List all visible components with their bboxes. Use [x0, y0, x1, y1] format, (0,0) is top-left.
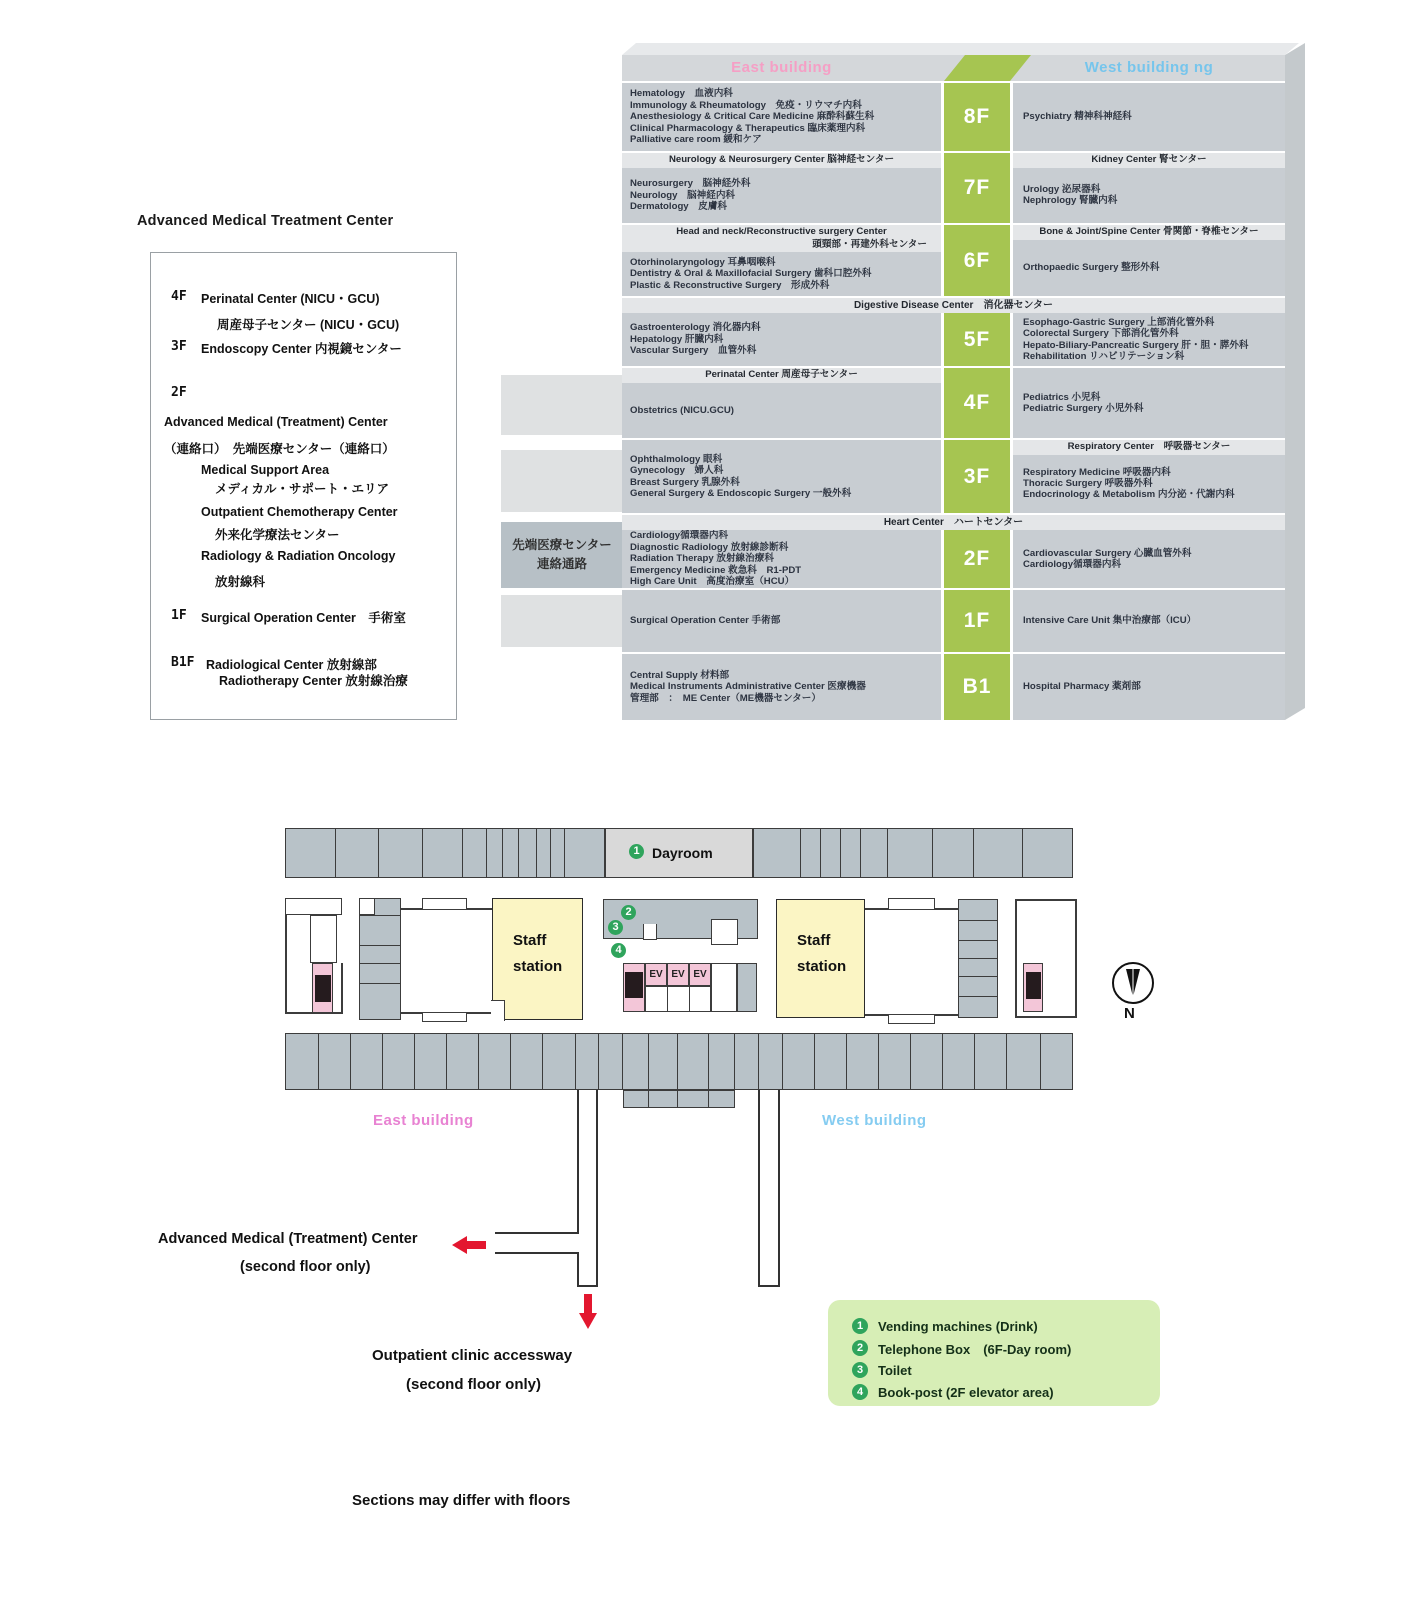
plan-divider [959, 958, 997, 959]
plan-divider [860, 829, 861, 877]
floor-row-3F [622, 440, 1285, 513]
east-departments [622, 530, 941, 588]
left-panel-entry: Medical Support Area [201, 463, 330, 477]
plan-divider [318, 1034, 319, 1089]
plan-center-protrusion [623, 1090, 735, 1108]
department-entry: Obstetrics (NICU.GCU) [630, 404, 734, 416]
floor-label: 5F [944, 313, 1010, 366]
sub-header-line: Kidney Center 腎センター [1091, 154, 1207, 165]
department-entry: 管理部 ： ME Center（ME機器センター） [630, 692, 821, 704]
floor-label: 2F [944, 530, 1010, 588]
department-entry: Radiation Therapy 放射線治療科 [630, 553, 774, 565]
table-3d-top-face [622, 43, 1299, 55]
ev-elevator-cell: EV [689, 963, 711, 986]
department-entry: Cardiology循環器内科 [1023, 559, 1122, 570]
department-entry: Gynecology 婦人科 [630, 465, 724, 477]
plan-divider [360, 983, 400, 984]
department-entry: High Care Unit 高度治療室（HCU） [630, 576, 795, 588]
plan-divider [422, 829, 423, 877]
department-entry: Psychiatry 精神科神経科 [1023, 111, 1132, 123]
plan-divider [1006, 1034, 1007, 1089]
left-panel-entry: Perinatal Center (NICU・GCU) [201, 292, 380, 306]
left-panel-entry: メディカル・サポート・エリア [215, 482, 390, 496]
plan-bottom-rooms [285, 1033, 1073, 1090]
west-departments [1013, 313, 1285, 366]
east-departments [622, 590, 941, 652]
plan-west-building-label: West building [822, 1112, 927, 1129]
east-departments [622, 440, 941, 513]
east-cell [622, 654, 941, 720]
sub-header-line: Head and neck/Reconstructive surgery Center [676, 226, 887, 237]
plan-east-building-label: East building [373, 1112, 474, 1129]
left-panel-entry: （連絡口） 先端医療センター（連絡口） [164, 442, 395, 456]
plan-room [645, 986, 711, 1012]
left-panel-entry: 外来化学療法センター [215, 528, 340, 542]
plan-divider [708, 1034, 709, 1089]
plan-divider [820, 829, 821, 877]
building-floor-table [622, 55, 1285, 720]
table-3d-right-face [1285, 43, 1305, 720]
plan-divider [1040, 1034, 1041, 1089]
plan-divider [959, 940, 997, 941]
department-entry: Rehabilitation リハビリテーション科 [1023, 350, 1185, 362]
left-panel-entry: Radiotherapy Center 放射線治療 [219, 674, 408, 688]
department-entry: Otorhinolaryngology 耳鼻咽喉科 [630, 256, 776, 268]
plan-divider [382, 1034, 383, 1089]
department-entry: Urology 泌尿器科 [1023, 183, 1101, 195]
plan-divider [360, 915, 400, 916]
plan-room [285, 898, 342, 915]
ev-elevator-cell: EV [667, 963, 689, 986]
plan-divider [360, 963, 400, 964]
department-entry: Gastroenterology 消化器内科 [630, 322, 761, 334]
plan-wall-notch [422, 1013, 467, 1022]
department-entry: Cardiology循環器内科 [630, 530, 729, 542]
row-span-header: Digestive Disease Center 消化器センター [622, 298, 1285, 313]
sub-header-line: Perinatal Center 周産母子センター [705, 369, 858, 380]
arrow-down-icon [584, 1294, 592, 1314]
department-entry: Surgical Operation Center 手術部 [630, 615, 781, 627]
floor-label: 7F [944, 153, 1010, 223]
plan-divider [598, 1034, 599, 1089]
plan-divider [942, 1034, 943, 1089]
department-entry: Respiratory Medicine 呼吸器内科 [1023, 466, 1171, 478]
department-entry: Neurosurgery 脳神経外科 [630, 178, 751, 190]
legend-item [852, 1340, 1071, 1356]
west-cell [1013, 654, 1285, 720]
department-entry: Hepatology 肝臓内科 [630, 333, 724, 345]
west-sub-header [1013, 225, 1285, 240]
department-entry: Medical Instruments Administrative Center 医療機器 [630, 681, 866, 693]
plan-wall [285, 1012, 343, 1014]
left-panel-title: Advanced Medical Treatment Center [137, 213, 394, 229]
department-entry: Hepato-Biliary-Pancreatic Surgery 肝・胆・膵外科 [1023, 339, 1249, 351]
plan-divider [486, 829, 487, 877]
sub-header-line: Neurology & Neurosurgery Center 脳神経センター [668, 154, 895, 165]
plan-divider [350, 1034, 351, 1089]
amc-access-label-line2: (second floor only) [240, 1259, 371, 1275]
outpatient-access-label-line2: (second floor only) [406, 1376, 541, 1393]
corridor-branch-amc [495, 1232, 579, 1254]
plan-divider [478, 1034, 479, 1089]
department-entry: Dermatology 皮膚科 [630, 200, 728, 212]
plan-divider [974, 1034, 975, 1089]
east-departments [622, 383, 941, 439]
plan-wall [285, 915, 287, 1014]
corridor-box-4f [501, 375, 623, 435]
department-entry: Ophthalmology 眼科 [630, 453, 723, 465]
west-departments [1013, 368, 1285, 438]
legend-item-label: Telephone Box (6F-Day room) [878, 1341, 1072, 1357]
west-cell [1013, 153, 1285, 223]
floor-row-8F [622, 83, 1285, 151]
plan-room [360, 899, 375, 915]
plan-room [310, 915, 337, 963]
west-departments [1013, 530, 1285, 588]
plan-divider [550, 829, 551, 877]
plan-divider [782, 1034, 783, 1089]
plan-marker-2: 2 [621, 905, 636, 920]
legend-item [852, 1318, 1038, 1334]
west-departments [1013, 455, 1285, 514]
floor-index-3F: 3F [171, 339, 187, 354]
plan-divider [689, 986, 690, 1012]
elevator-shaft-icon [1026, 972, 1041, 999]
floor-label: 6F [944, 225, 1010, 296]
plan-divider [378, 829, 379, 877]
department-entry: Cardiovascular Surgery 心臓血管外科 [1023, 547, 1192, 559]
department-entry: Central Supply 材料部 [630, 669, 730, 681]
legend-item [852, 1362, 912, 1378]
left-panel-entry: Endoscopy Center 内視鏡センター [201, 342, 402, 356]
elevator-shaft-icon [315, 975, 331, 1002]
arrow-left-icon [466, 1241, 486, 1249]
plan-wall-notch [888, 1015, 935, 1024]
plan-divider [708, 1091, 709, 1107]
plan-divider [887, 829, 888, 877]
plan-divider [846, 1034, 847, 1089]
floor-label: 8F [944, 83, 1010, 151]
west-departments [1013, 168, 1285, 224]
plan-divider [959, 976, 997, 977]
west-departments [1013, 240, 1285, 297]
east-cell [622, 440, 941, 513]
left-panel-entry: Radiology & Radiation Oncology [201, 549, 396, 563]
east-sub-header [622, 225, 941, 252]
east-cell [622, 153, 941, 223]
legend-item-label: Book-post (2F elevator area) [878, 1384, 1054, 1400]
plan-divider [648, 1034, 649, 1089]
plan-top-rooms-right [753, 828, 1073, 878]
east-sub-header [622, 368, 941, 383]
east-departments [622, 168, 941, 224]
west-cell [1013, 225, 1285, 296]
outpatient-access-label-line1: Outpatient clinic accessway [372, 1347, 573, 1364]
legend-box [828, 1300, 1160, 1406]
department-entry: Endocrinology & Metabolism 内分泌・代謝内科 [1023, 489, 1235, 501]
floor-index-B1F: B1F [171, 655, 195, 670]
floor-label: B1 [944, 654, 1010, 720]
plan-divider [677, 1034, 678, 1089]
plan-divider [536, 829, 537, 877]
department-entry: Dentistry & Oral & Maxillofacial Surgery 歯科口腔外科 [630, 268, 872, 280]
department-entry: Nephrology 腎臓内科 [1023, 195, 1118, 207]
plan-divider [840, 829, 841, 877]
department-entry: Pediatrics 小児科 [1023, 391, 1101, 403]
staff-station-label-east: Staff station [513, 932, 563, 975]
department-entry: Plastic & Reconstructive Surgery 形成外科 [630, 279, 830, 291]
department-entry: Clinical Pharmacology & Therapeutics 臨床薬理内科 [630, 122, 866, 134]
arrow-left-icon [452, 1236, 467, 1254]
west-sub-header [1013, 440, 1285, 455]
plan-divider [910, 1034, 911, 1089]
department-entry: Emergency Medicine 救急科 R1-PDT [630, 564, 802, 576]
plan-divider [800, 829, 801, 877]
left-panel-entry: Advanced Medical (Treatment) Center [164, 415, 388, 429]
floor-row-B1 [622, 654, 1285, 720]
plan-divider [667, 986, 668, 1012]
plan-divider [648, 1091, 649, 1107]
floor-index-1F: 1F [171, 608, 187, 623]
footnote: Sections may differ with floors [352, 1492, 571, 1509]
plan-divider [677, 1091, 678, 1107]
elevator-shaft-icon [625, 972, 643, 998]
plan-wall [341, 963, 343, 1014]
department-entry: Palliative care room 緩和ケア [630, 134, 762, 146]
plan-divider [564, 829, 565, 877]
arrow-down-icon [579, 1313, 597, 1329]
left-panel-box [150, 252, 457, 720]
compass-north-label: N [1124, 1005, 1135, 1022]
department-entry: Thoracic Surgery 呼吸器外科 [1023, 478, 1153, 490]
floor-row-6F [622, 225, 1285, 296]
plan-room [711, 919, 738, 945]
plan-divider [462, 829, 463, 877]
department-entry: Orthopaedic Surgery 整形外科 [1023, 262, 1160, 274]
amc-access-label-line1: Advanced Medical (Treatment) Center [158, 1231, 418, 1247]
corridor-box-1f [501, 595, 623, 647]
east-departments [622, 313, 941, 366]
plan-wall-notch [491, 1000, 505, 1021]
department-entry: General Surgery & Endoscopic Surgery 一般外科 [630, 487, 852, 499]
plan-wall-notch [643, 924, 657, 940]
floor-row-5F [622, 298, 1285, 366]
department-entry: Vascular Surgery 血管外科 [630, 345, 757, 357]
east-sub-header [622, 153, 941, 168]
left-panel-entry: 放射線科 [215, 575, 266, 589]
plan-divider [622, 1034, 623, 1089]
legend-number-icon: 4 [852, 1384, 868, 1400]
west-cell [1013, 440, 1285, 513]
west-departments [1013, 590, 1285, 652]
department-entry: Immunology & Rheumatology 免疫・リウマチ内科 [630, 99, 862, 111]
plan-divider [1022, 829, 1023, 877]
east-cell [622, 368, 941, 438]
east-departments [622, 252, 941, 296]
left-panel-entry: Surgical Operation Center 手術室 [201, 611, 406, 625]
department-entry: Intensive Care Unit 集中治療部（ICU） [1023, 615, 1197, 627]
plan-divider [502, 829, 503, 877]
department-entry: Diagnostic Radiology 放射線診断科 [630, 541, 789, 553]
department-entry: Hospital Pharmacy 薬剤部 [1023, 681, 1141, 693]
left-panel-entry: Radiological Center 放射線部 [206, 658, 377, 672]
legend-item-label: Vending machines (Drink) [878, 1318, 1038, 1334]
plan-top-rooms-left [285, 828, 605, 878]
ev-elevator-cell: EV [645, 963, 667, 986]
east-departments [622, 654, 941, 720]
floor-label: 1F [944, 590, 1010, 652]
legend-item [852, 1384, 1054, 1400]
plan-divider [414, 1034, 415, 1089]
sub-header-line: Respiratory Center 呼吸器センター [1067, 441, 1231, 452]
floor-index-2F: 2F [171, 385, 187, 400]
plan-wall-notch [888, 898, 935, 909]
east-cell [622, 590, 941, 652]
legend-number-icon: 1 [852, 1318, 868, 1334]
west-cell [1013, 83, 1285, 151]
floor-index-4F: 4F [171, 289, 187, 304]
corridor-link-line1: 先端医療センター [512, 537, 612, 552]
plan-divider [814, 1034, 815, 1089]
plan-marker-4: 4 [611, 943, 626, 958]
west-departments [1013, 654, 1285, 720]
west-cell [1013, 368, 1285, 438]
plan-divider [542, 1034, 543, 1089]
department-entry: Hematology 血液内科 [630, 88, 733, 100]
west-building-header: West building ng [1084, 59, 1214, 76]
left-panel-entry: Outpatient Chemotherapy Center [201, 505, 398, 519]
plan-divider [973, 829, 974, 877]
plan-divider [734, 1034, 735, 1089]
sub-header-line: Bone & Joint/Spine Center 骨関節・脊椎センター [1039, 226, 1259, 237]
department-entry: Pediatric Surgery 小児外科 [1023, 403, 1144, 414]
department-entry: Anesthesiology & Critical Care Medicine 麻酔科蘇生科 [630, 111, 875, 123]
plan-divider [878, 1034, 879, 1089]
staff-station-label-west: Staff station [797, 932, 847, 975]
department-entry: Neurology 脳神経内科 [630, 189, 736, 201]
east-cell [622, 83, 941, 151]
department-entry: Colorectal Surgery 下部消化管外科 [1023, 328, 1179, 340]
west-sub-header [1013, 153, 1285, 168]
left-panel-entry: 周産母子センター (NICU・GCU) [217, 318, 400, 332]
east-departments [622, 83, 941, 151]
west-cell [1013, 590, 1285, 652]
plan-divider [959, 996, 997, 997]
plan-room [711, 963, 737, 1012]
west-departments [1013, 83, 1285, 151]
corridor-link-box [501, 522, 623, 588]
plan-divider [518, 829, 519, 877]
table-header [622, 55, 1285, 81]
plan-room-column-left [359, 898, 401, 1020]
plan-divider [335, 829, 336, 877]
floor-row-2F [622, 515, 1285, 588]
legend-number-icon: 2 [852, 1340, 868, 1356]
plan-divider [510, 1034, 511, 1089]
floor-row-7F [622, 153, 1285, 223]
legend-number-icon: 3 [852, 1362, 868, 1378]
plan-room [737, 963, 757, 1012]
plan-marker-1: 1 [629, 844, 644, 859]
plan-divider [932, 829, 933, 877]
row-span-header: Heart Center ハートセンター [622, 515, 1285, 530]
floor-row-4F [622, 368, 1285, 438]
corridor-box-3f [501, 450, 623, 512]
floor-label: 3F [944, 440, 1010, 513]
floor-label: 4F [944, 368, 1010, 438]
floor-row-1F [622, 590, 1285, 652]
east-building-header: East building [731, 59, 832, 76]
sub-header-line: 頭頸部・再建外科センター [812, 238, 927, 250]
plan-divider [959, 920, 997, 921]
east-cell [622, 225, 941, 296]
department-entry: Breast Surgery 乳腺外科 [630, 476, 740, 488]
legend-item-label: Toilet [878, 1362, 912, 1378]
corridor-link-line2: 連絡通路 [536, 557, 587, 571]
department-entry: Esophago-Gastric Surgery 上部消化管外科 [1023, 316, 1215, 328]
corridor-south-west [758, 1090, 780, 1287]
plan-wall-notch [422, 898, 467, 909]
compass-icon [1112, 962, 1154, 1004]
corridor-south-east [577, 1090, 598, 1287]
plan-divider [360, 945, 400, 946]
plan-divider [758, 1034, 759, 1089]
plan-divider [446, 1034, 447, 1089]
plan-marker-3: 3 [608, 920, 623, 935]
dayroom-label: Dayroom [652, 845, 713, 861]
plan-divider [575, 1034, 576, 1089]
